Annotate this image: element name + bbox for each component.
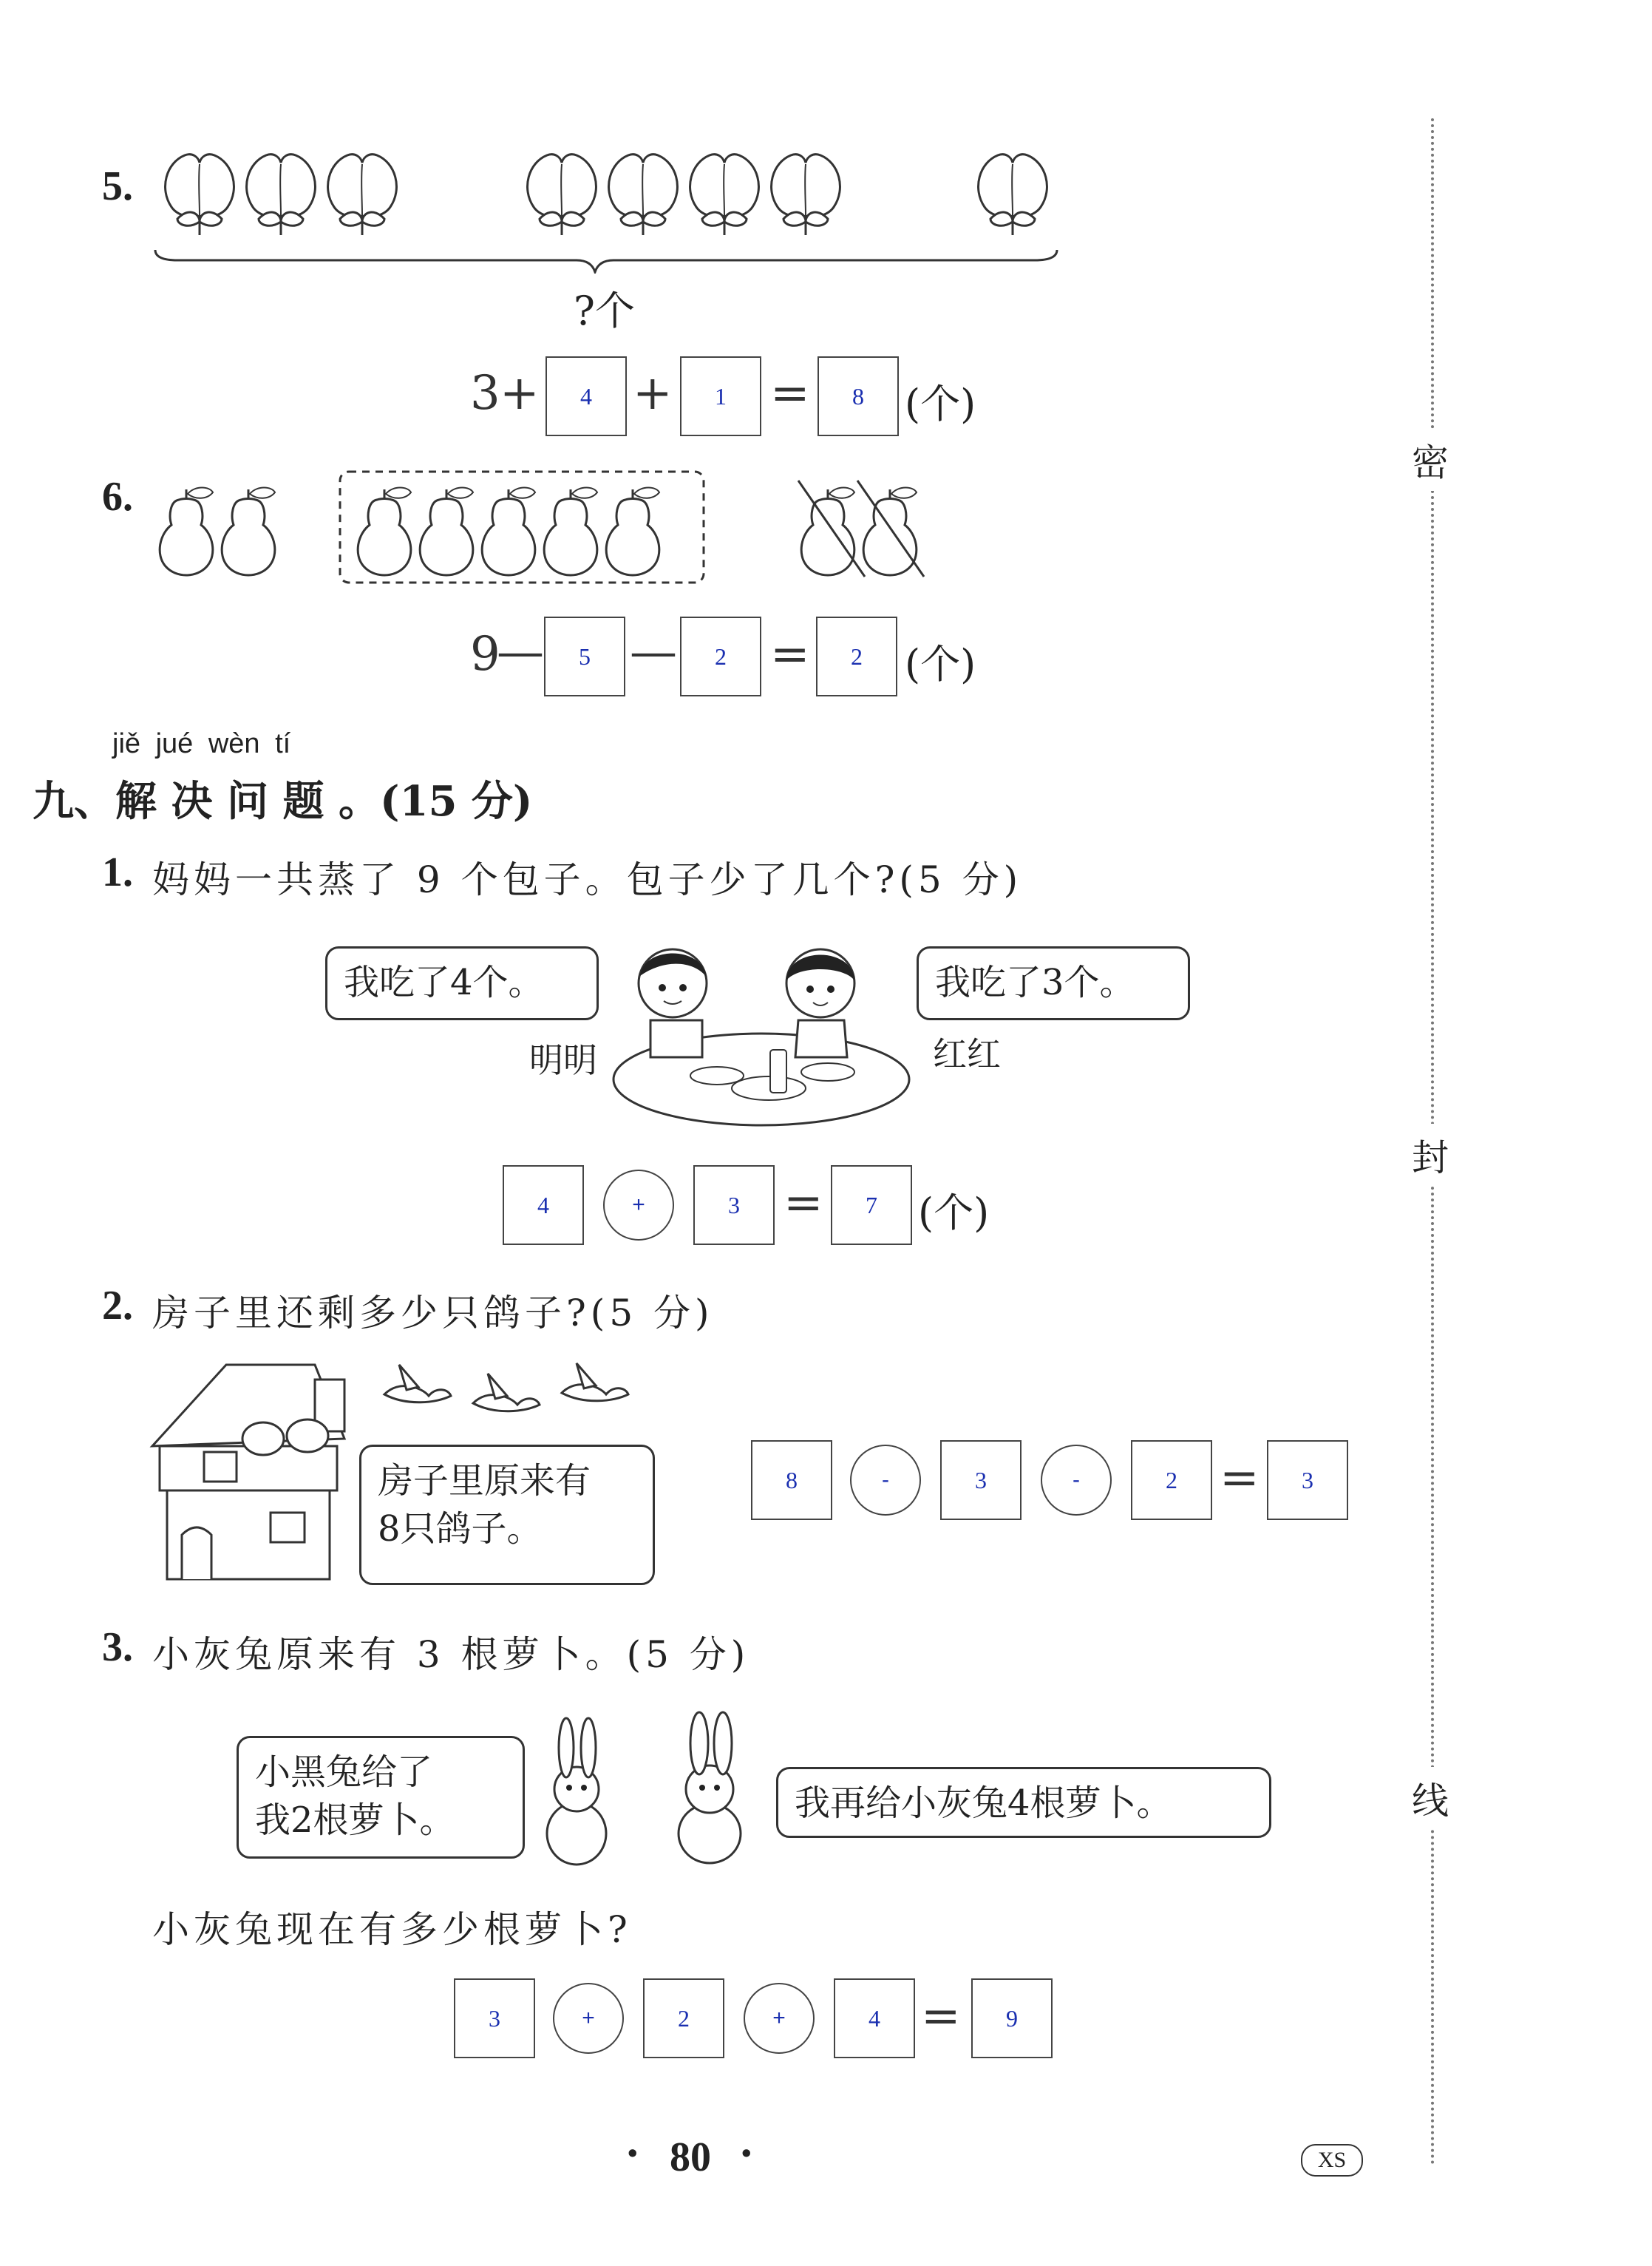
birds-illustration <box>377 1357 643 1431</box>
peach-icon <box>528 155 596 235</box>
side-label-mi: 密 <box>1412 429 1449 491</box>
q6-op2: — <box>630 625 677 679</box>
side-label-xian: 线 <box>1412 1767 1449 1829</box>
q6-op1: — <box>497 625 544 679</box>
pear-groups <box>140 466 939 591</box>
p2-question: 房子里还剩多少只鸽子?(5 分) <box>152 1292 714 1334</box>
p1-op-circle[interactable]: + <box>603 1170 674 1241</box>
p3-bubble-right: 我再给小灰兔4根萝卜。 <box>776 1767 1271 1838</box>
p1-number: 1. <box>102 849 133 895</box>
p1-result-box[interactable]: 7 <box>831 1165 912 1245</box>
p3-op-circle-2[interactable]: + <box>744 1983 815 2054</box>
q5-op1: + <box>500 366 540 421</box>
p2-op-circle-2[interactable]: - <box>1041 1445 1112 1516</box>
p3-op-circle-1[interactable]: + <box>553 1983 624 2054</box>
q6-answer-box-1[interactable]: 5 <box>544 617 625 696</box>
peach-icon <box>609 155 678 235</box>
p2-answer-box-1[interactable]: 8 <box>751 1440 832 1520</box>
q6-unit: (个) <box>905 641 976 688</box>
q5-result-box[interactable]: 8 <box>817 356 899 436</box>
p3-bubble-left-line1: 小黑兔给了 <box>255 1751 433 1793</box>
pear-icon <box>482 488 535 576</box>
p2-bubble <box>359 1445 655 1585</box>
p3-equals: = <box>921 1989 961 2043</box>
q5-answer-box-2[interactable]: 1 <box>680 356 761 436</box>
pear-icon <box>222 488 275 576</box>
p3-bubble-left <box>237 1736 525 1859</box>
q5-unit: (个) <box>905 381 976 427</box>
q6-number: 6. <box>102 474 133 520</box>
peach-icon <box>166 155 234 235</box>
p3-answer-box-2[interactable]: 2 <box>643 1978 724 2058</box>
q5-equals: = <box>770 366 810 421</box>
p3-answer-box-1[interactable]: 3 <box>454 1978 535 2058</box>
q5-op2: + <box>633 366 673 421</box>
peach-icon <box>772 155 840 235</box>
q5-answer-box-1[interactable]: 4 <box>545 356 627 436</box>
peach-icon <box>247 155 316 235</box>
peach-icon <box>690 155 759 235</box>
p2-bubble-line2: 8只鸽子。 <box>378 1507 543 1550</box>
house-illustration <box>145 1357 367 1587</box>
p1-unit: (个) <box>918 1190 990 1236</box>
p2-equals: = <box>1220 1451 1260 1505</box>
p2-result-box[interactable]: 3 <box>1267 1440 1348 1520</box>
rabbits-illustration <box>532 1700 769 1870</box>
children-table-illustration <box>606 924 917 1131</box>
section-pinyin: jiě jué wèn tí <box>112 728 291 759</box>
p2-answer-box-2[interactable]: 3 <box>940 1440 1022 1520</box>
pear-icon <box>358 488 411 576</box>
q5-number-a: 3 <box>470 366 500 421</box>
p1-bubble-right: 我吃了3个。 <box>917 946 1190 1020</box>
peach-icon <box>979 155 1047 235</box>
p1-equals: = <box>783 1176 823 1230</box>
pear-icon <box>606 488 659 576</box>
footer-dot-left: · <box>625 2129 640 2178</box>
series-code-badge: XS <box>1301 2144 1363 2177</box>
p3-number: 3. <box>102 1624 133 1670</box>
brace <box>155 250 1057 272</box>
p3-answer-box-3[interactable]: 4 <box>834 1978 915 2058</box>
q6-result-box[interactable]: 2 <box>816 617 897 696</box>
pear-icon <box>160 488 213 576</box>
p1-answer-box-1[interactable]: 4 <box>503 1165 584 1245</box>
p1-answer-box-2[interactable]: 3 <box>693 1165 775 1245</box>
p2-op-circle-1[interactable]: - <box>850 1445 921 1516</box>
p2-number: 2. <box>102 1283 133 1329</box>
pear-icon <box>801 488 854 576</box>
p3-followup-question: 小灰兔现在有多少根萝卜? <box>152 1908 632 1951</box>
p3-result-box[interactable]: 9 <box>971 1978 1053 2058</box>
p1-name-left: 明明 <box>529 1040 597 1080</box>
peach-icon <box>328 155 397 235</box>
q6-number-a: 9 <box>470 627 500 682</box>
peach-row <box>148 148 1079 274</box>
p1-question: 妈妈一共蒸了 9 个包子。包子少了几个?(5 分) <box>152 858 1023 901</box>
p3-bubble-left-line2: 我2根萝卜。 <box>255 1799 455 1841</box>
pear-icon <box>420 488 473 576</box>
page-number: 80 <box>670 2134 711 2180</box>
side-label-feng: 封 <box>1412 1124 1449 1186</box>
footer-dot-right: · <box>739 2129 754 2178</box>
section-title: 九、解 决 问 题 。(15 分) <box>33 777 533 826</box>
q6-answer-box-2[interactable]: 2 <box>680 617 761 696</box>
p1-name-right: 红红 <box>933 1034 1001 1074</box>
q6-equals: = <box>770 627 810 682</box>
p2-answer-box-3[interactable]: 2 <box>1131 1440 1212 1520</box>
p3-question: 小灰兔原来有 3 根萝卜。(5 分) <box>152 1633 750 1676</box>
q5-number: 5. <box>102 163 133 209</box>
pear-icon <box>544 488 597 576</box>
q5-brace-label: ?个 <box>574 288 635 334</box>
p2-bubble-line1: 房子里原来有 <box>378 1460 591 1502</box>
p1-bubble-left: 我吃了4个。 <box>325 946 599 1020</box>
